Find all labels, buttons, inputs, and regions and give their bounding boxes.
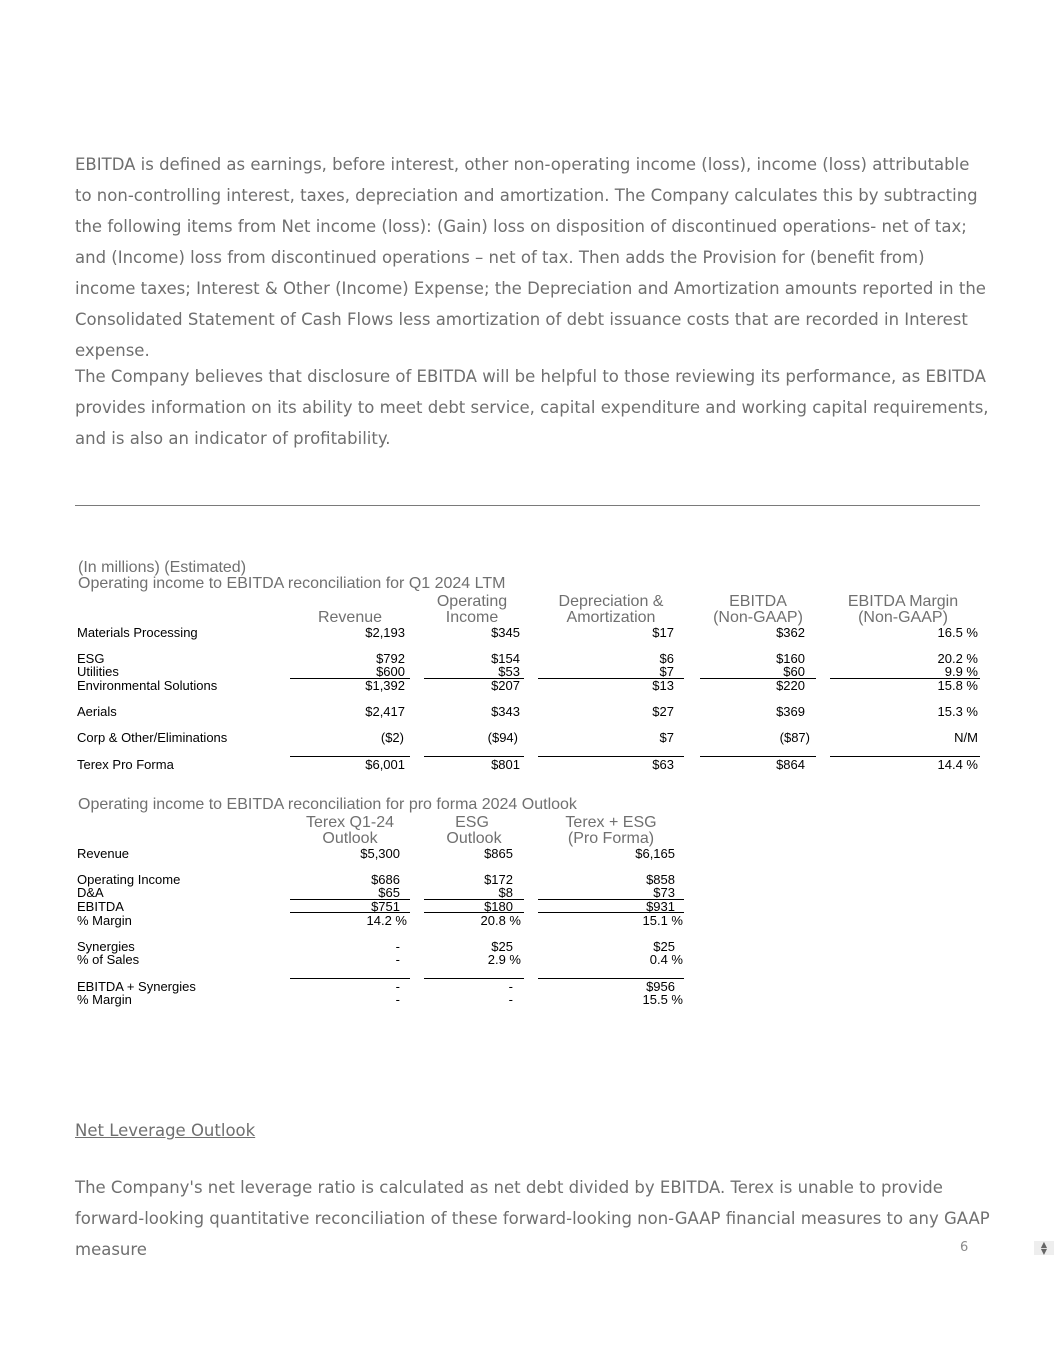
row-label: Operating Income [77,872,181,887]
cell-da: $27 [652,704,674,719]
cell-da: $13 [652,678,674,693]
cell-terex: - [395,952,400,967]
row-label: ESG [77,651,105,666]
cell-terex: $65 [378,885,400,900]
cell-ebitda: $864 [776,757,805,772]
cell-ebitda: $60 [783,664,805,679]
ebitda-disclosure-paragraph: The Company believes that disclosure of EBITDA will be helpful to those reviewing its performance, as EBITDA provides information on its ability to meet debt service, capital expenditure and working capital requirements, and is also an indicator of profitability. [75,367,989,448]
cell-operating-income: $154 [491,651,520,666]
cell-terex: 14.2 % [366,913,407,928]
header-operating-income-line2: Income [445,609,499,626]
row-label: D&A [77,885,104,900]
cell-operating-income: $801 [491,757,520,772]
scroll-stepper-icon[interactable]: ▲ ▼ [1034,1241,1054,1255]
cell-margin: N/M [954,730,978,745]
cell-esg: - [508,992,513,1007]
header-combined-line1: Terex + ESG [565,814,657,831]
cell-margin: 9.9 % [944,664,978,679]
cell-terex: $5,300 [360,846,400,861]
cell-ebitda: $220 [776,678,805,693]
cell-combined: $6,165 [635,846,675,861]
total-rule [290,978,410,979]
section-divider [75,505,980,506]
header-margin-line2: (Non-GAAP) [858,609,948,626]
cell-esg: $172 [484,872,513,887]
header-revenue: Revenue [317,609,383,626]
header-operating-income-line1: Operating [436,593,508,610]
cell-da: $7 [659,730,674,745]
cell-da: $6 [659,651,674,666]
cell-ebitda: $362 [776,625,805,640]
header-esg-line1: ESG [455,814,489,831]
row-label: Revenue [77,846,130,861]
row-label: Corp & Other/Eliminations [77,730,228,745]
cell-ebitda: $160 [776,651,805,666]
outlook-table-title: Operating income to EBITDA reconciliation for pro forma 2024 Outlook [78,796,577,813]
cell-revenue: $600 [376,664,405,679]
cell-operating-income: $207 [491,678,520,693]
cell-operating-income: $343 [491,704,520,719]
cell-combined: $858 [646,872,675,887]
cell-revenue: ($2) [380,730,404,745]
cell-terex: $751 [371,899,400,914]
cell-operating-income: $53 [498,664,520,679]
cell-combined: $956 [646,979,675,994]
net-leverage-heading: Net Leverage Outlook [75,1121,256,1140]
row-label: % of Sales [77,952,140,967]
cell-terex: - [395,939,400,954]
row-label: Aerials [77,704,117,719]
header-ebitda-line2: (Non-GAAP) [713,609,803,626]
row-label: % Margin [77,992,132,1007]
row-label: Environmental Solutions [77,678,218,693]
cell-esg: $8 [498,885,513,900]
cell-esg: 20.8 % [480,913,521,928]
cell-terex: $686 [371,872,400,887]
row-label: Synergies [77,939,135,954]
cell-esg: $865 [484,846,513,861]
cell-revenue: $792 [376,651,405,666]
cell-operating-income: $345 [491,625,520,640]
cell-ebitda: ($87) [779,730,810,745]
cell-combined: $25 [653,939,675,954]
ebitda-definition-paragraph: EBITDA is defined as earnings, before interest, other non-operating income (loss), income (loss) attributable to non-controlling interest, taxes, depreciation and amortization. The Company calculates this by subtracting the following items from Net income (loss): (Gain) loss on disposition of discontinued operations- net of tax; and (Income) loss from discontinued operations – net of tax. Then adds the Provision for (benefit from) income taxes; Interest & Other (Income) Expense; the Depreciation and Amortization amounts reported in the Consolidated Statement of Cash Flows less amortization of debt issuance costs that are recorded in Interest expense. [75,155,986,360]
cell-margin: 15.8 % [937,678,978,693]
cell-da: $7 [659,664,674,679]
cell-revenue: $1,392 [365,678,405,693]
cell-combined: 15.1 % [642,913,683,928]
cell-da: $63 [652,757,674,772]
cell-terex: - [395,992,400,1007]
cell-revenue: $2,193 [365,625,405,640]
units-note: (In millions) (Estimated) [78,559,247,576]
row-label: % Margin [77,913,132,928]
row-label: Terex Pro Forma [77,757,174,772]
row-label: Materials Processing [77,625,198,640]
cell-da: $17 [652,625,674,640]
cell-margin: 16.5 % [937,625,978,640]
cell-esg: $25 [491,939,513,954]
cell-margin: 14.4 % [937,757,978,772]
cell-ebitda: $369 [776,704,805,719]
header-combined-line2: (Pro Forma) [567,830,655,847]
cell-esg: - [508,979,513,994]
cell-revenue: $6,001 [365,757,405,772]
cell-esg: 2.9 % [487,952,521,967]
cell-revenue: $2,417 [365,704,405,719]
header-da-line1: Depreciation & [558,593,664,610]
cell-operating-income: ($94) [487,730,518,745]
header-ebitda-line1: EBITDA [729,593,787,610]
cell-combined: $73 [653,885,675,900]
header-terex-line1: Terex Q1-24 [305,814,395,831]
page-number: 6 [960,1240,969,1255]
header-margin-line1: EBITDA Margin [847,593,959,610]
cell-terex: - [395,979,400,994]
header-terex-line2: Outlook [322,830,378,847]
row-label: EBITDA [77,899,124,914]
header-esg-line2: Outlook [446,830,502,847]
row-label: Utilities [77,664,119,679]
header-da-line2: Amortization [566,609,656,626]
ltm-table-title: Operating income to EBITDA reconciliation for Q1 2024 LTM [78,575,506,592]
row-label: EBITDA + Synergies [77,979,196,994]
cell-combined: 0.4 % [649,952,683,967]
cell-esg: $180 [484,899,513,914]
cell-margin: 15.3 % [937,704,978,719]
cell-margin: 20.2 % [937,651,978,666]
cell-combined: 15.5 % [642,992,683,1007]
net-leverage-paragraph: The Company's net leverage ratio is calculated as net debt divided by EBITDA. Terex is unable to provide forward-looking quantitative reconciliation of these forward-looking non-GAAP financial measures to any GAAP measure [75,1178,990,1259]
cell-combined: $931 [646,899,675,914]
